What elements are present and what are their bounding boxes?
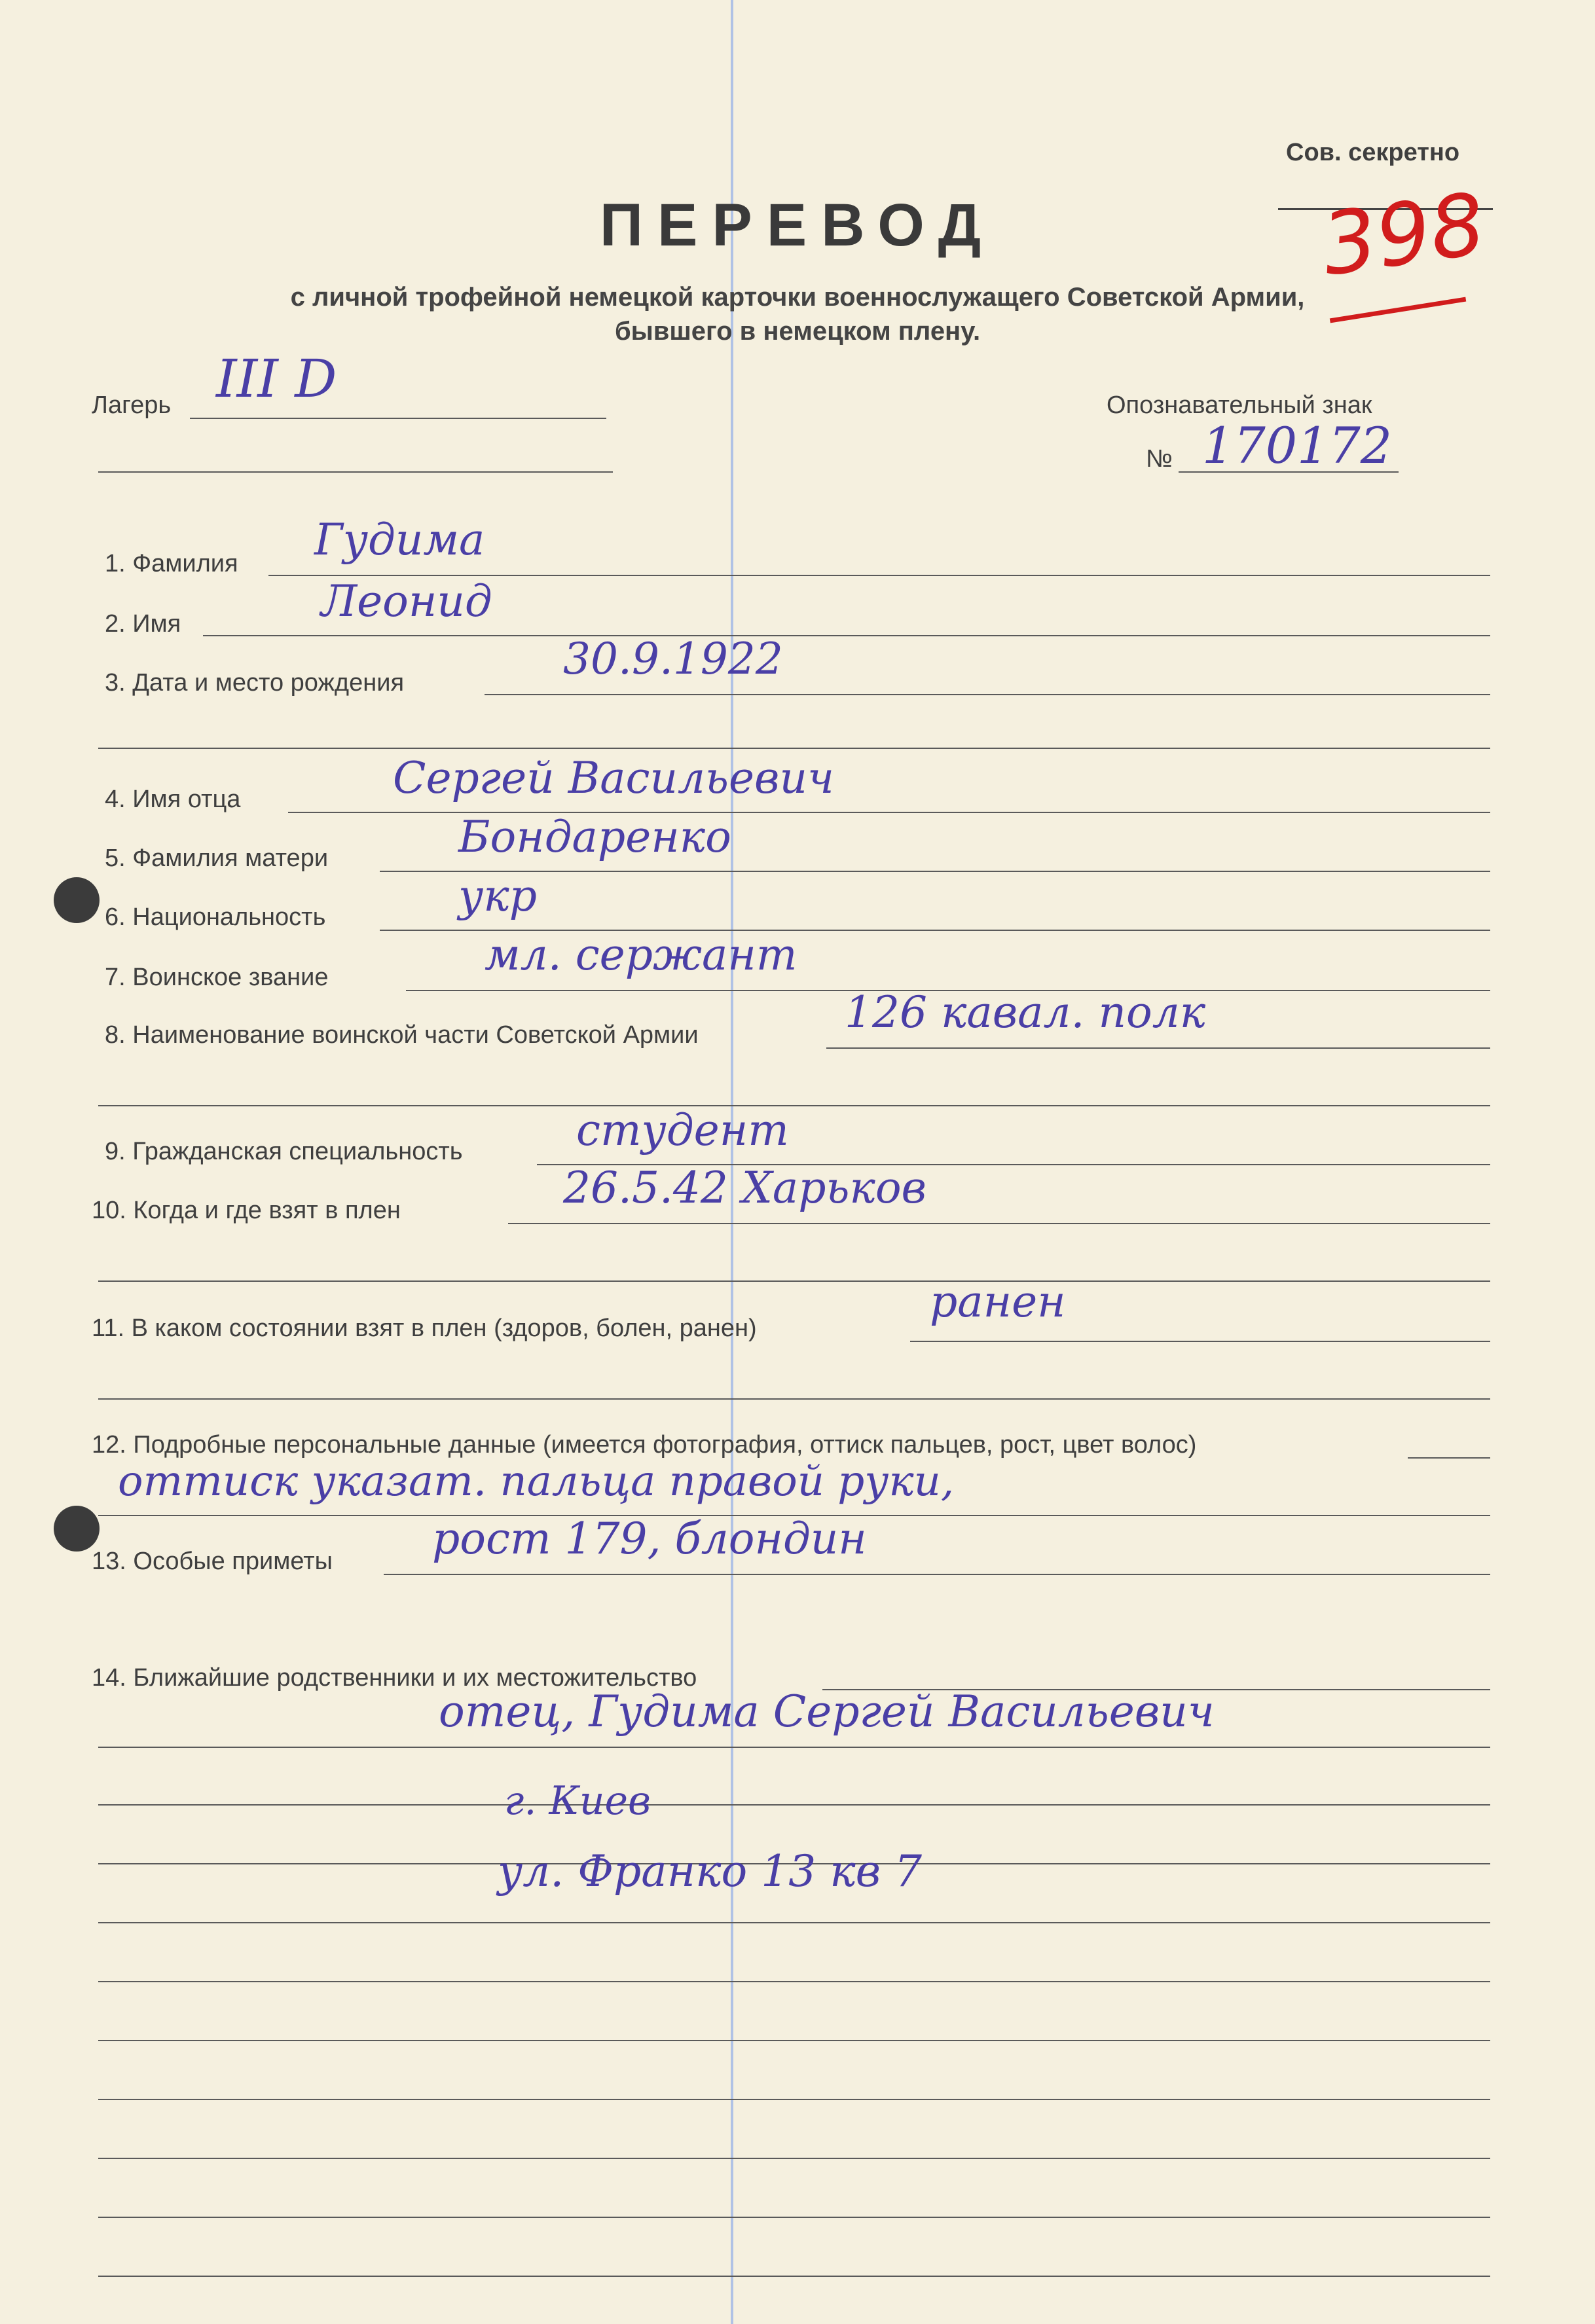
field-3-label: 3. Дата и место рождения [105, 669, 405, 697]
field-1-value: Гудима [314, 515, 485, 565]
field-13-label: 13. Особые приметы [92, 1548, 333, 1575]
field-8-line-2 [98, 1105, 1490, 1106]
field-13-value: рост 179, блондин [432, 1514, 867, 1564]
field-11-label: 11. В каком состоянии взят в плен (здоров, болен, ранен) [92, 1315, 757, 1342]
relatives-line-2 [98, 1804, 1490, 1806]
field-5-line [380, 871, 1490, 872]
field-13-line [384, 1574, 1490, 1575]
field-2-line [203, 635, 1490, 636]
relatives-line-8 [98, 2158, 1490, 2159]
field-12-value: оттиск указат. пальца правой руки, [118, 1457, 955, 1506]
field-8-label: 8. Наименование воинской части Советской Армии [105, 1021, 699, 1049]
camp-line-2 [98, 471, 613, 473]
field-9-label: 9. Гражданская специальность [105, 1138, 463, 1165]
field-12-label: 12. Подробные персональные данные (имеется фотография, оттиск пальцев, рост, цвет волос) [92, 1431, 1197, 1459]
field-14-label: 14. Ближайшие родственники и их местожительство [92, 1664, 697, 1692]
field-3-value: 30.9.1922 [563, 634, 783, 684]
field-10-value: 26.5.42 Харьков [563, 1163, 926, 1213]
field-11-value: ранен [930, 1277, 1066, 1327]
subtitle-line-2: бывшего в немецком плену. [614, 317, 981, 346]
field-4-label: 4. Имя отца [105, 786, 241, 813]
id-tag-value: 170172 [1202, 416, 1393, 475]
relatives-line-9 [98, 2217, 1490, 2218]
field-10-label: 10. Когда и где взят в плен [92, 1197, 401, 1224]
field-6-value: укр [458, 871, 537, 921]
relatives-line-5 [98, 1981, 1490, 1982]
punch-hole-upper [54, 877, 100, 923]
field-5-value: Бондаренко [458, 812, 731, 862]
field-5-label: 5. Фамилия матери [105, 844, 329, 872]
field-1-label: 1. Фамилия [105, 550, 238, 577]
relatives-line-7 [98, 2099, 1490, 2100]
camp-value: III D [216, 348, 337, 409]
field-2-value: Леонид [321, 576, 492, 626]
field-11-line [910, 1341, 1490, 1342]
subtitle-line-1: с личной трофейной немецкой карточки военнослужащего Советской Армии, [290, 283, 1305, 312]
field-2-label: 2. Имя [105, 610, 181, 638]
relatives-line-1 [98, 1747, 1490, 1748]
field-12-line [1408, 1457, 1490, 1459]
relatives-line-6 [98, 2040, 1490, 2041]
field-3-line [485, 694, 1490, 695]
field-7-label: 7. Воинское звание [105, 964, 329, 991]
fold-line [731, 0, 733, 2324]
secrecy-stamp: Сов. секретно [1286, 139, 1460, 166]
camp-line [190, 418, 606, 419]
punch-hole-lower [54, 1506, 100, 1552]
relatives-value-2: г. Киев [504, 1778, 651, 1824]
camp-label: Лагерь [92, 391, 172, 419]
field-11-line-2 [98, 1398, 1490, 1400]
relatives-value-3: ул. Франко 13 кв 7 [498, 1846, 923, 1897]
field-6-label: 6. Национальность [105, 903, 326, 931]
field-7-value: мл. сержант [485, 930, 798, 980]
id-number-sign: № [1146, 445, 1173, 473]
field-3-line-2 [98, 748, 1490, 749]
field-4-value: Сергей Васильевич [393, 753, 835, 803]
field-8-value: 126 кавал. полк [845, 987, 1206, 1038]
field-10-line [508, 1223, 1490, 1224]
field-8-line [826, 1047, 1490, 1049]
relatives-line-4 [98, 1922, 1490, 1923]
red-file-number: 398 [1316, 173, 1491, 295]
relatives-line-10 [98, 2276, 1490, 2277]
field-9-value: студент [576, 1105, 789, 1155]
document-title: ПЕРЕВОД [599, 192, 996, 259]
field-10-line-2 [98, 1280, 1490, 1282]
relatives-value-1: отец, Гудима Сергей Васильевич [439, 1686, 1215, 1737]
id-tag-label: Опознавательный знак [1107, 391, 1372, 419]
